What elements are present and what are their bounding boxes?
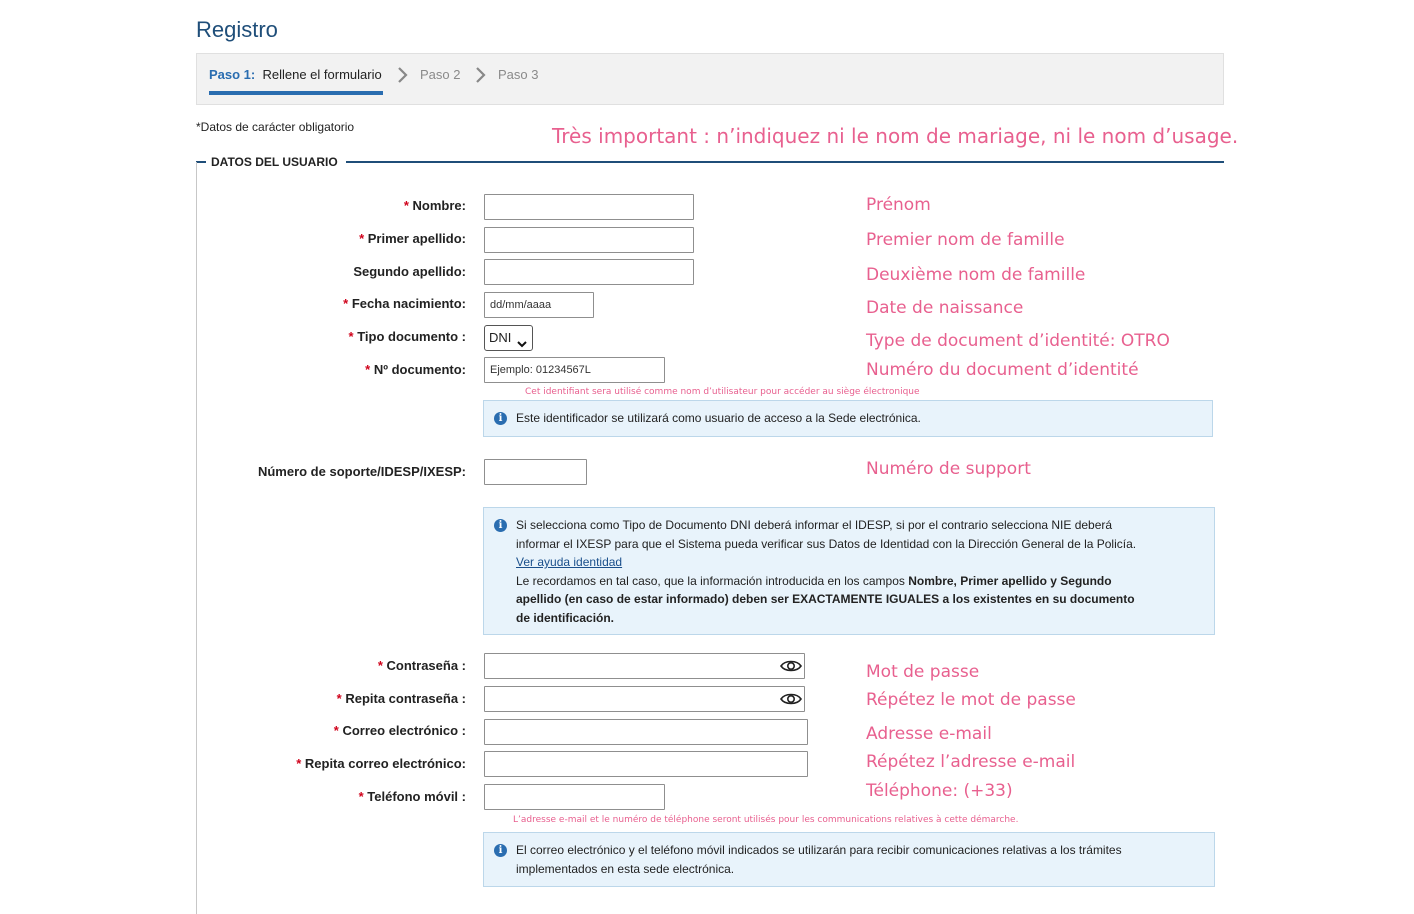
correo-input[interactable] [484,719,808,745]
segundo-apellido-label: Segundo apellido: [353,264,466,279]
idesp-info-line: de identificación. [516,610,615,625]
tipo-documento-select[interactable] [484,325,533,351]
fecha-nacimiento-input[interactable] [484,292,594,318]
fecha-nacimiento-label: * Fecha nacimiento: [343,296,466,311]
annotation-phone: Téléphone: (+33) [866,781,1013,801]
repita-correo-label: * Repita correo electrónico: [296,756,466,771]
identifier-info-text: Este identificador se utilizará como usuario de acceso a la Sede electrónica. [516,411,921,425]
info-icon: i [494,844,507,857]
contact-info-line: implementados en esta sede electrónica. [516,861,735,876]
telefono-input[interactable] [484,784,665,810]
show-password-eye-icon[interactable] [780,692,802,706]
annotation-repeat-email: Répétez l’adresse e-mail [866,752,1076,772]
annotation-nombre: Prénom [866,195,931,215]
step-2: Paso 2 [420,67,461,82]
chevron-right-icon [475,66,486,84]
annotation-fecha: Date de naissance [866,298,1024,318]
idesp-info-line: apellido (en caso de estar informado) deben ser EXACTAMENTE IGUALES a los existentes en su documento [516,592,1135,606]
identifier-info-box [483,400,1213,437]
active-step-indicator [209,91,383,95]
ver-ayuda-identidad-link[interactable]: Ver ayuda identidad [516,555,623,569]
fieldset-border [196,162,197,914]
required-note: *Datos de carácter obligatorio [196,120,355,134]
step-1-label: Rellene el formulario [262,67,382,82]
nombre-label: * Nombre: [403,198,466,213]
annotation-password: Mot de passe [866,662,980,682]
annotation-num-documento: Numéro du document d’identité [866,360,1139,380]
fieldset-divider [196,161,206,163]
segundo-apellido-input[interactable] [484,259,694,285]
num-documento-label: * Nº documento: [365,362,466,377]
idesp-info-line: informar el IXESP para que el Sistema pueda verificar sus Datos de Identidad con la Dirección General de la Policía. [516,536,1137,551]
idesp-info-line: Si selecciona como Tipo de Documento DNI deberá informar el IDESP, si por el contrario selecciona NIE deberá [516,518,1113,532]
correo-label: * Correo electrónico : [333,723,466,738]
step-3: Paso 3 [498,67,539,82]
annotation-segundo-apellido: Deuxième nom de famille [866,265,1086,285]
primer-apellido-label: * Primer apellido: [359,231,466,246]
info-icon: i [494,519,507,532]
fieldset-legend: DATOS DEL USUARIO [211,155,338,169]
telefono-label: * Teléfono móvil : [358,789,466,804]
contrasena-label: * Contraseña : [377,658,466,673]
chevron-down-icon [517,333,527,357]
annotation-repeat-password: Répétez le mot de passe [866,690,1076,710]
repita-contrasena-label: * Repita contraseña : [336,691,466,706]
soporte-input[interactable] [484,459,587,485]
step-1 [209,67,382,82]
annotation-soporte: Numéro de support [866,459,1031,479]
step-1-number: Paso 1: [209,67,256,82]
num-documento-input[interactable] [484,357,665,383]
annotation-email: Adresse e-mail [866,724,992,744]
tipo-documento-label: * Tipo documento : [348,329,466,344]
page-title: Registro [196,17,278,42]
repita-correo-input[interactable] [484,751,808,777]
primer-apellido-input[interactable] [484,227,694,253]
idesp-info-box [483,507,1215,635]
annotation-tipo-documento: Type de document d’identité: OTRO [866,331,1170,351]
annotation-identifier-note: Cet identifiant sera utilisé comme nom d’utilisateur pour accéder au siège électronique [525,387,920,397]
annotation-contact-note: L’adresse e-mail et le numéro de téléphone seront utilisés pour les communications relatives à cette démarche. [513,815,1019,825]
show-password-eye-icon[interactable] [780,659,802,673]
annotation-primer-apellido: Premier nom de famille [866,230,1065,250]
idesp-info-line: Le recordamos en tal caso, que la información introducida en los campos Nombre, Primer apellido y Segundo [516,573,1112,588]
annotation-important: Très important : n’indiquez ni le nom de mariage, ni le nom d’usage. [552,124,1239,148]
soporte-label: Número de soporte/IDESP/IXESP: [257,464,466,479]
contact-info-box [483,832,1215,887]
info-icon: i [494,412,507,425]
nombre-input[interactable] [484,194,694,220]
contact-info-line: El correo electrónico y el teléfono móvil indicados se utilizarán para recibir comunicaciones relativas a los trámites [516,843,1122,857]
contrasena-input[interactable] [484,653,805,679]
repita-contrasena-input[interactable] [484,686,805,712]
fieldset-divider [346,161,1224,163]
tipo-documento-selected: DNI [489,330,512,345]
chevron-right-icon [397,66,408,84]
steps-bar [196,53,1224,105]
